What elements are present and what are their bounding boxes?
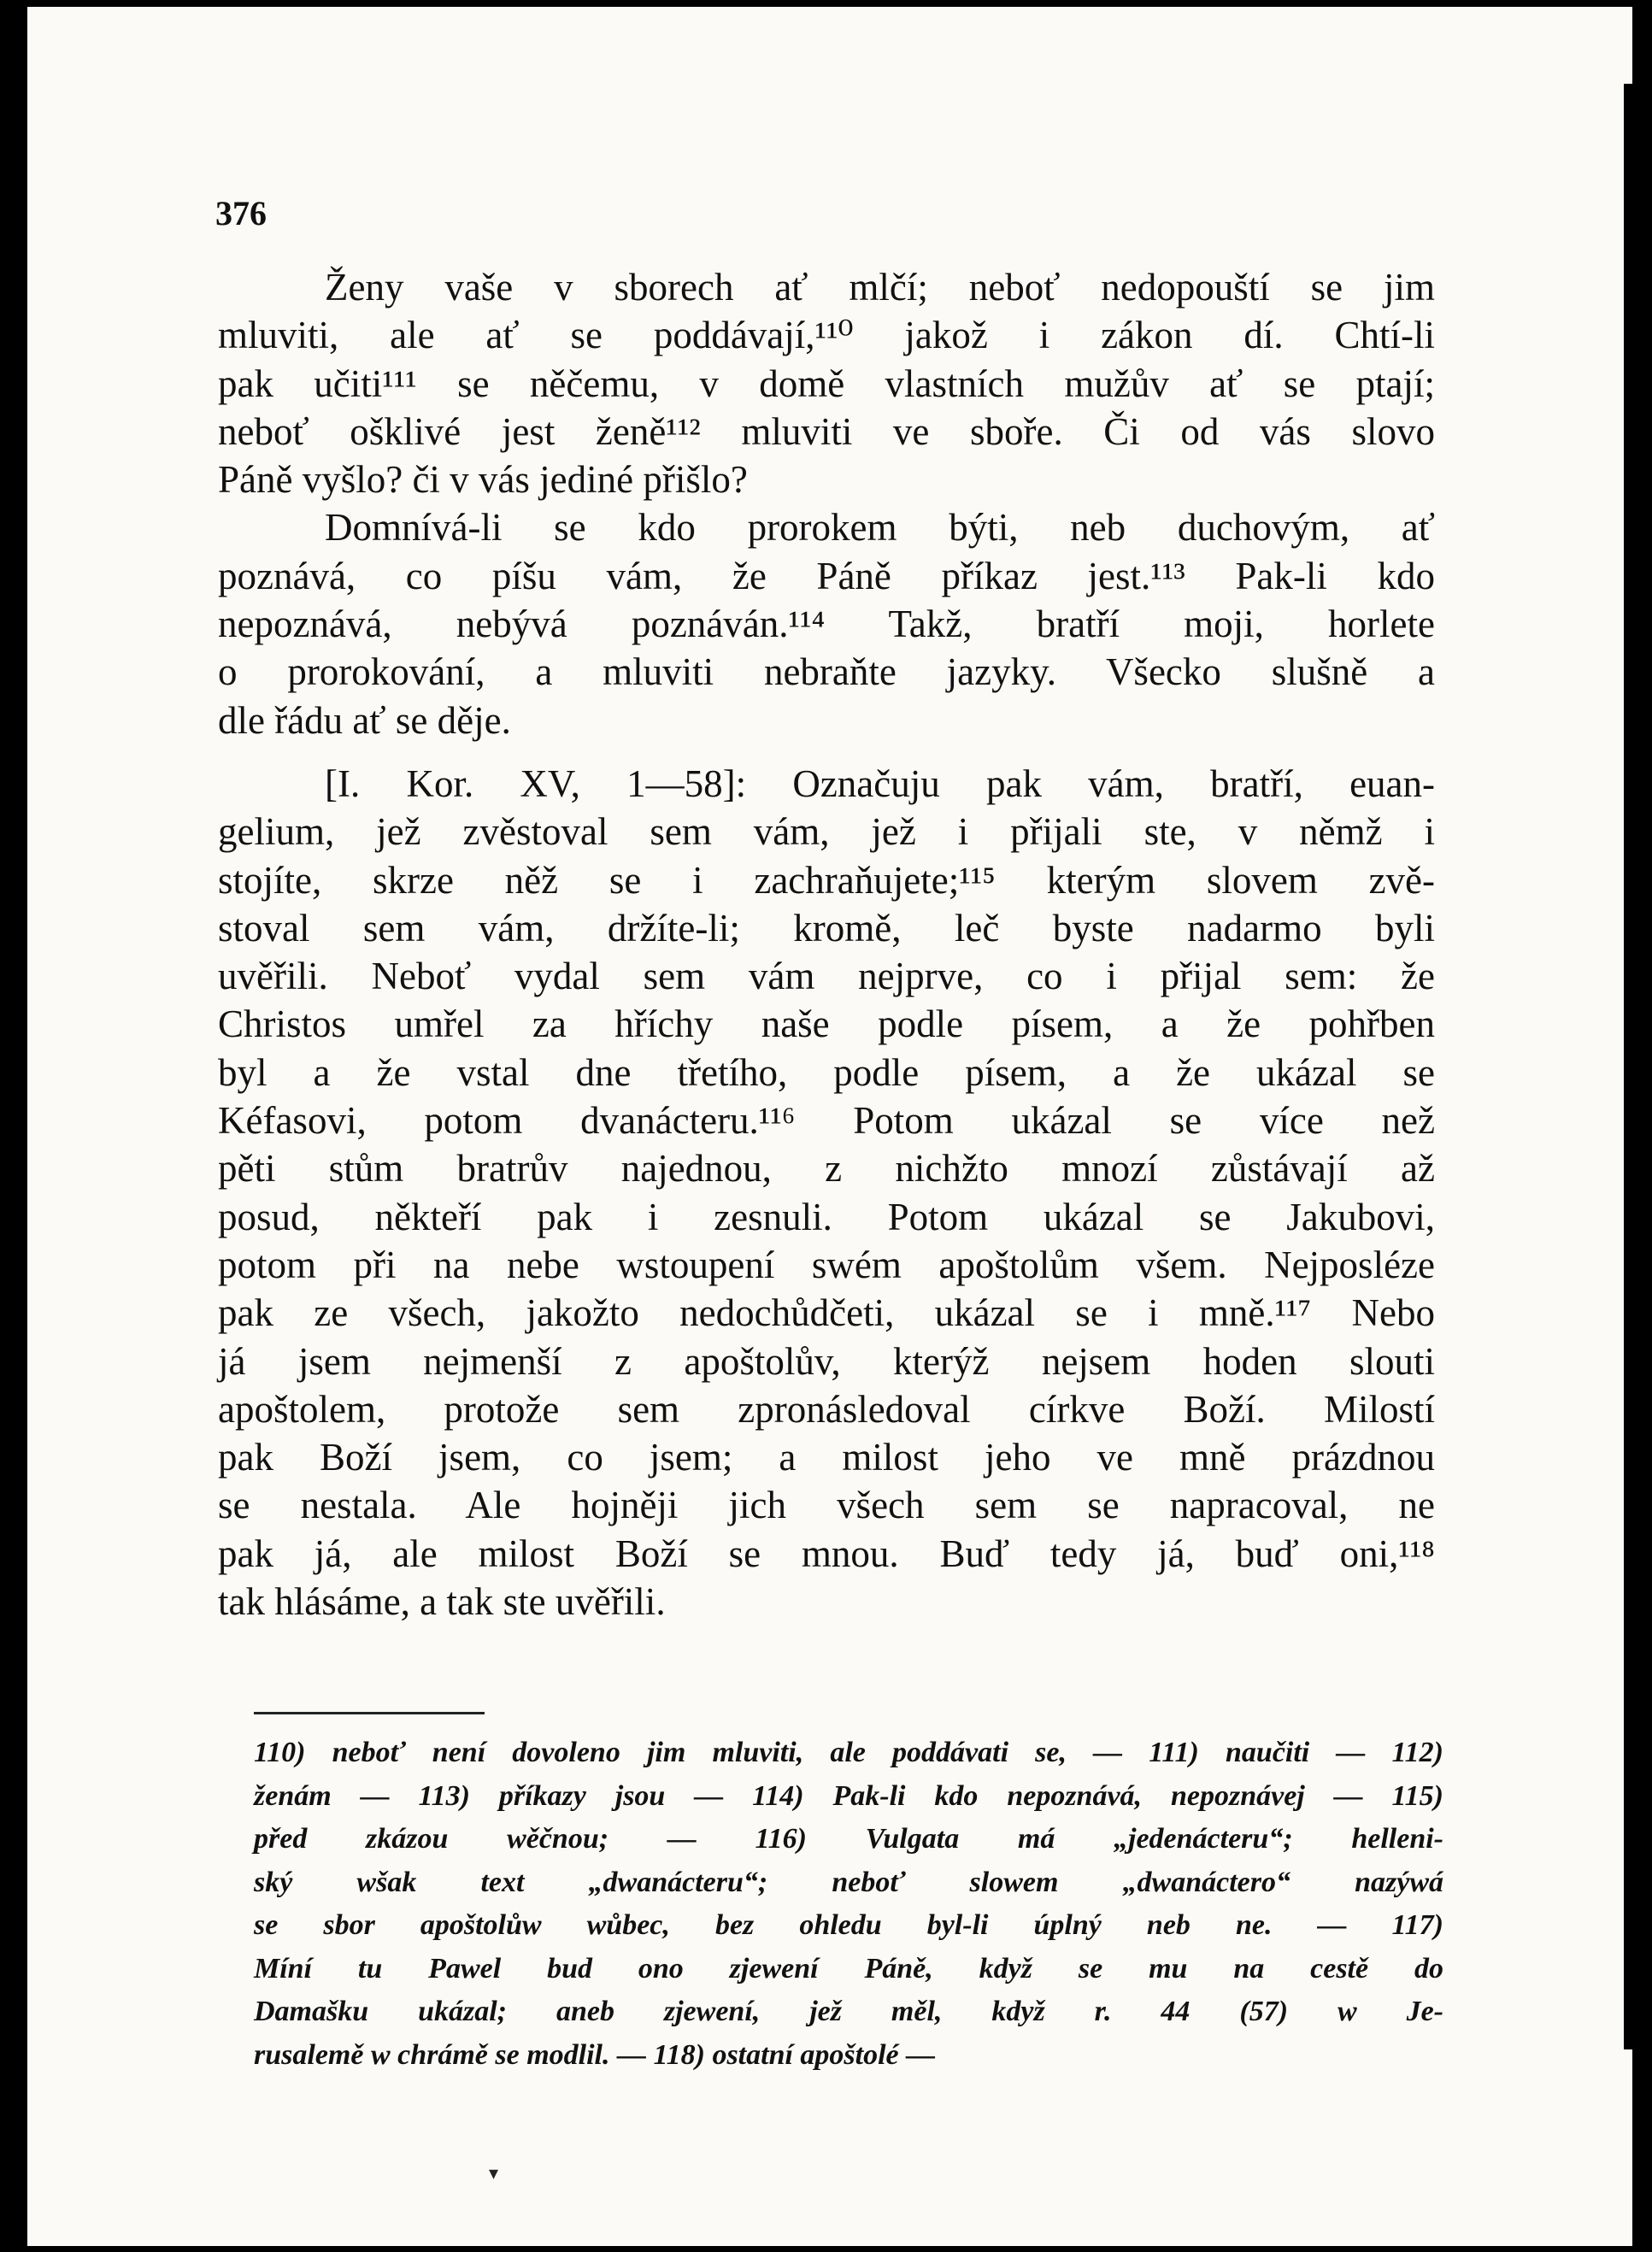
- footnote-line: před zkázou wěčnou; — 116) Vulgata má „jedenácteru“; helleni-: [254, 1823, 1443, 1855]
- footnotes: [254, 1732, 1443, 2077]
- text-line: uvěřili. Neboť vydal sem vám nejprve, co i přijal sem: že: [218, 955, 1435, 998]
- text-line: stojíte, skrze něž se i zachraňujete;¹¹⁵ kterým slovem zvě-: [218, 858, 1435, 902]
- text-line: nepoznává, nebývá poznáván.¹¹⁴ Takž, bratří moji, horlete: [218, 603, 1435, 646]
- text-line: Christos umřel za hříchy naše podle písem, a že pohřben: [218, 1003, 1435, 1046]
- text-line: byl a že vstal dne třetího, podle písem, a že ukázal se: [218, 1050, 1435, 1094]
- text-line: Kéfasovi, potom dvanácteru.¹¹⁶ Potom ukázal se více než: [218, 1099, 1435, 1143]
- text-line: apoštolem, protože sem zpronásledoval církve Boží. Milostí: [218, 1387, 1435, 1431]
- text-line: stoval sem vám, držíte-li; kromě, leč byste nadarmo byli: [218, 906, 1435, 950]
- text-line: gelium, jež zvěstoval sem vám, jež i přijali ste, v němž i: [218, 810, 1435, 854]
- page-edge-shadow: [1624, 84, 1632, 2049]
- footnote-divider: [254, 1712, 485, 1714]
- text-line: se nestala. Ale hojněji jich všech sem se napracoval, ne: [218, 1484, 1435, 1527]
- footnote-line: rusalemě w chrámě se modlil. — 118) ostatní apoštolé —: [254, 2038, 936, 2071]
- text-line: pěti stům bratrův najednou, z nichžto mnozí zůstávají až: [218, 1147, 1435, 1191]
- footnote-line: se sbor apoštolůw wůbec, bez ohledu byl-li úplný neb ne. — 117): [254, 1909, 1443, 1941]
- text-line: [I. Kor. XV, 1—58]: Označuju pak vám, bratří, euan-: [325, 761, 1435, 805]
- text-line: dle řádu ať se děje.: [218, 698, 511, 742]
- text-line: tak hlásáme, a tak ste uvěřili.: [218, 1580, 666, 1624]
- page-number: 376: [215, 194, 267, 232]
- text-line: Domnívá-li se kdo prorokem býti, neb duchovým, ať: [325, 506, 1435, 550]
- footnote-line: 110) neboť není dovoleno jim mluviti, ale poddávati se, — 111) naučiti — 112): [254, 1737, 1443, 1768]
- text-line: pak ze všech, jakožto nedochůdčeti, ukázal se i mně.¹¹⁷ Nebo: [218, 1291, 1435, 1335]
- text-line: pak já, ale milost Boží se mnou. Buď tedy já, buď oni,¹¹⁸: [218, 1532, 1435, 1575]
- footnote-line: ženám — 113) příkazy jsou — 114) Pak-li kdo nepoznává, nepoznávej — 115): [254, 1779, 1443, 1812]
- footnote-line: Damašku ukázal; aneb zjewení, jež měl, když r. 44 (57) w Je-: [254, 1996, 1443, 2027]
- text-line: Páně vyšlo? či v vás jediné přišlo?: [218, 458, 748, 502]
- text-line: potom při na nebe wstoupení swém apoštolům všem. Nejposléze: [218, 1243, 1435, 1286]
- footnote-line: ský wšak text „dwanácteru“; neboť slowem „dwanáctero“ nazýwá: [254, 1866, 1443, 1898]
- text-line: Ženy vaše v sborech ať mlčí; neboť nedopouští se jim: [325, 266, 1435, 309]
- text-line: poznává, co píšu vám, že Páně příkaz jest.¹¹³ Pak-li kdo: [218, 554, 1435, 597]
- text-line: pak učiti¹¹¹ se něčemu, v domě vlastních mužův ať se ptají;: [218, 362, 1435, 405]
- footnote-line: Míní tu Pawel bud ono zjewení Páně, když se mu na cestě do: [254, 1952, 1443, 1984]
- text-line: posud, někteří pak i zesnuli. Potom ukázal se Jakubovi,: [218, 1195, 1435, 1238]
- text-line: pak Boží jsem, co jsem; a milost jeho ve mně prázdnou: [218, 1436, 1435, 1479]
- text-line: já jsem nejmenší z apoštolův, kterýž nejsem hoden slouti: [218, 1339, 1435, 1383]
- book-page: [27, 7, 1632, 2246]
- text-line: mluviti, ale ať se poddávají,¹¹⁰ jakož i zákon dí. Chtí-li: [218, 314, 1435, 357]
- text-line: o prorokování, a mluviti nebraňte jazyky. Všecko slušně a: [218, 650, 1435, 694]
- main-text: [218, 263, 1435, 1626]
- text-line: neboť ošklivé jest ženě¹¹² mluviti ve sboře. Či od vás slovo: [218, 409, 1435, 453]
- ink-mark: ▾: [489, 2162, 499, 2184]
